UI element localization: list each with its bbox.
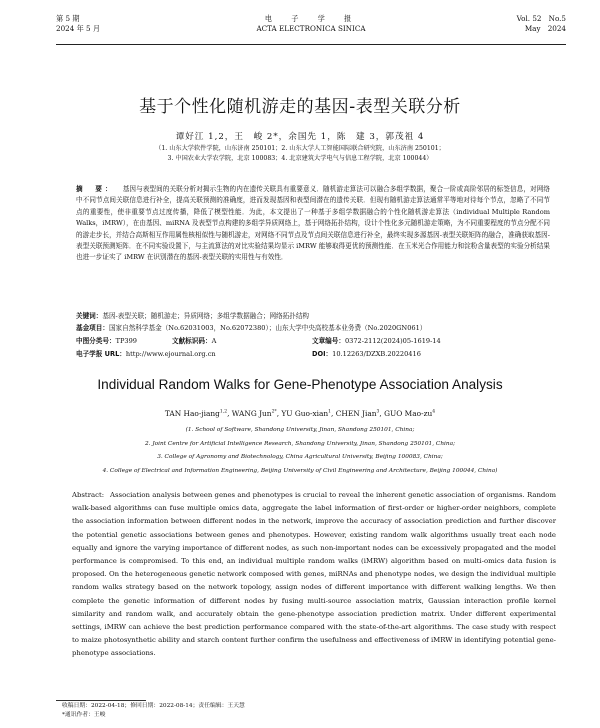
footnote xyxy=(62,702,245,720)
abstract-english xyxy=(72,489,556,661)
classification-row xyxy=(76,336,550,347)
author-affiliation-mark: 1,2 xyxy=(219,409,228,415)
affiliation-en-line: 4. College of Electrical and Information Engineering, Beijing University of Civil Engineering and Architecture, Beijing 100044, China) xyxy=(102,467,498,474)
doc-code-label: 文献标识码： xyxy=(172,337,212,345)
header-rule xyxy=(56,44,566,45)
journal-name-en: ACTA ELECTRONICA SINICA xyxy=(256,24,366,33)
doi-value[interactable]: 10.12263/DZXB.20220416 xyxy=(332,350,421,358)
journal-name-cn: 电 子 学 报 xyxy=(264,14,358,23)
article-number-label: 文章编号： xyxy=(312,337,345,345)
issue-date-en: May 2024 xyxy=(524,24,566,33)
author-name: GUO Mao-zu xyxy=(384,409,433,418)
url-doi-row xyxy=(76,349,550,360)
author-affiliation-mark: 1 xyxy=(328,409,332,415)
abstract-en-label: Abstract: xyxy=(72,491,105,499)
received-dates: 收稿日期：2022-04-18；修回日期：2022-08-14；责任编辑：王天慧 xyxy=(62,703,245,709)
affiliation-en-line: 2. Joint Centre for Artificial Intelligence Research, Shandong University, Jinan, Shandong 250101, China; xyxy=(144,440,456,447)
issue-number: 第 5 期 xyxy=(56,14,80,23)
author-name: TAN Hao-jiang xyxy=(164,409,220,418)
affiliation-cn-line: 3. 中国农业大学农学院，北京 100083；4. 北京建筑大学电气与信息工程学院，北京 100044） xyxy=(167,155,433,162)
author-name: YU Guo-xian xyxy=(281,409,329,418)
affiliations-english xyxy=(0,424,600,478)
affiliation-cn-line: （1. 山东大学软件学院，山东济南 250101；2. 山东大学人工智能国际联合研究院，山东济南 250101； xyxy=(155,145,445,152)
author-affiliation-mark: 4 xyxy=(432,409,436,415)
footnote-rule xyxy=(56,700,146,701)
clc-label: 中图分类号： xyxy=(76,337,116,345)
authors-chinese: 谭好江 1,2，王 峻 2*，余国先 1，陈 建 3，郭茂祖 4 xyxy=(175,132,425,142)
keywords-text: 基因-表型关联；随机游走；异质网络；多组学数据融合；网络拓扑结构 xyxy=(102,312,310,320)
abstract-cn-label: 摘 要： xyxy=(76,185,115,193)
author-affiliation-mark: 2* xyxy=(271,409,277,415)
corresponding-author: *通讯作者：王峻 xyxy=(62,712,106,718)
fund-text: 国家自然科学基金（No.62031003，No.62072380）；山东大学中央高校基本业务费（No.2020GN061） xyxy=(108,324,427,332)
doi-label: DOI： xyxy=(312,350,333,358)
header-center xyxy=(56,14,566,34)
author-name: CHEN Jian xyxy=(335,409,377,418)
affiliation-en-line: 3. College of Agronomy and Biotechnology, China Agricultural University, Beijing 100083, China; xyxy=(157,454,443,461)
authors-english: TAN Hao-jiang$^{1,2}$, WANG Jun$^{2*}$, YU Guo-xian$^1$, CHEN Jian$^3$, GUO Mao-$zu^4$ xyxy=(164,409,436,418)
issue-date-cn: 2024 年 5 月 xyxy=(56,24,101,33)
journal-url[interactable]: http://www.ejournal.org.cn xyxy=(125,350,216,358)
abstract-cn-text: 基因与表型间的关联分析对揭示生物的内在遗传关联具有重要意义．随机游走算法可以融合多组学数据，聚合一阶或高阶邻居的标签信息，对网络中不同节点间关联信息进行补全，提高关联预测的准确度，进而发现基因和表型间潜在的遗传关联．但现有随机游走算法通常平等地对待每个节点，忽略了不同节点的重要性，使非重要节点过度传播，降低了模型性能．为此，本文提出了一种基于多组学数据融合的个性化随机游走算法（individual Multiple Random Walks，iMRW），在由基因、miRNA 及表型节点构建的多组学异质网络上，基于网络拓扑结构，设计个性化多元随机游走策略，为不同重要程度的节点分配不同的游走步长，并结合高斯相互作用属性核相似性与随机游走，对网络不同节点及节点间关联信息进行补全，最终实现多源基因-表型关联矩阵的融合，准确获取基因-表型关联预测矩阵．在不同实验设置下，与主流算法的对比实验结果均显示 iMRW 能够取得更优的预测性能．在玉米光合作用能力和淀粉含量表型的实验分析结果也进一步证实了 iMRW 在识别潜在的基因-表型关联的实用性与有效性． xyxy=(76,185,551,262)
fund-label: 基金项目： xyxy=(76,324,109,332)
keywords-label: 关键词： xyxy=(76,312,103,320)
volume-number: Vol. 52 No.5 xyxy=(516,14,566,23)
title-chinese: 基于个性化随机游走的基因-表型关联分析 xyxy=(139,97,461,117)
doc-code-value: A xyxy=(211,337,217,345)
affiliations-chinese xyxy=(0,144,600,164)
author-name: WANG Jun xyxy=(231,409,272,418)
abstract-chinese xyxy=(76,184,550,264)
running-header xyxy=(56,14,566,44)
keywords-row xyxy=(76,311,550,322)
abstract-en-text: Association analysis between genes and phenotypes is crucial to reveal the inherent genetic association of organisms. Random walk-based algorithms can fuse multiple omics data, aggregate the label information of first-order or higher-order neighbors, complete the association information between different nodes in the network, improve the accuracy of association prediction and further discover the potential genetic associations between genes and phenotypes. However, existing random walk algorithms usually treat each node equally and ignore the varying importance of different nodes, as such non-important nodes can be excessively propagated and the model performance is compromised. To this end, an individual multiple random walks (iMRW) algorithm based on multi-omics data fusion is proposed. On the heterogeneous genetic network composed with genes, miRNAs and phenotype nodes, we design the individual multiple random walks strategy based on the network topology, assign nodes of different importance with different walking lengths. We then complete the genetic information of different nodes by fusing multi-source association matrix, Gaussian interaction profile kernel similarity and random walk, and accurately obtain the gene-phenotype association prediction matrix. Under different experimental settings, iMRW can achieve the best prediction performance compared with the state-of-the-art algorithms. The case study with respect to maize photosynthetic ability and starch content further confirm the usefulness and effectiveness of iMRW in identifying potential gene-phenotype associations. xyxy=(72,491,556,658)
title-english: Individual Random Walks for Gene-Phenotype Association Analysis xyxy=(97,377,503,392)
author-affiliation-mark: 3 xyxy=(376,409,380,415)
clc-value: TP399 xyxy=(115,337,137,345)
header-right xyxy=(517,14,566,34)
article-number-value: 0372-2112(2024)05-1619-14 xyxy=(344,337,441,345)
fund-row xyxy=(76,323,550,334)
affiliation-en-line: (1. School of Software, Shandong University, Jinan, Shandong 250101, China; xyxy=(185,427,415,433)
url-label: 电子学报 URL： xyxy=(76,350,126,358)
